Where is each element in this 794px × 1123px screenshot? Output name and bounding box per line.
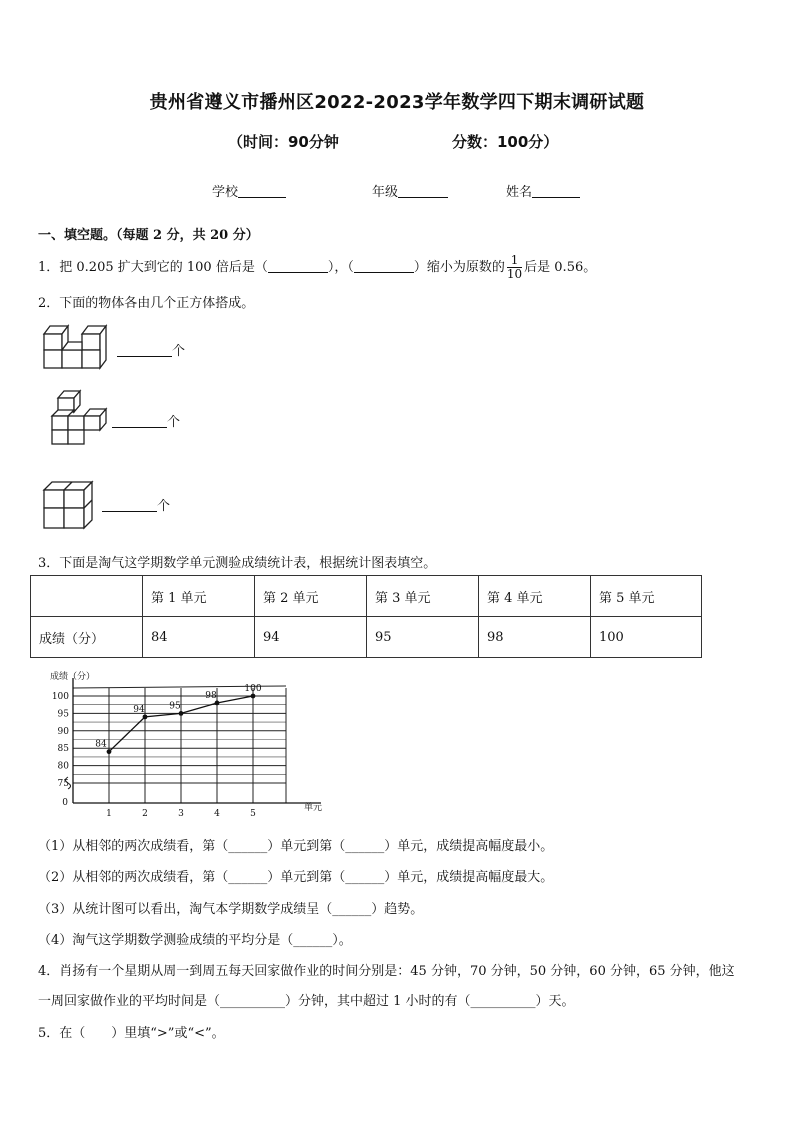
data-point <box>215 701 220 706</box>
school-field <box>212 181 286 200</box>
table-cell: 98 <box>479 617 591 658</box>
table-row <box>31 617 702 658</box>
question-4-line-1: 4．肖扬有一个星期从周一到周五每天回家做作业的时间分别是：45 分钟，70 分钟，50 分钟，60 分钟，65 分钟，他这 <box>38 964 735 979</box>
data-point <box>251 694 256 699</box>
q1-part4: 后是 0.56。 <box>524 260 597 275</box>
section-heading: 一、填空题。（每题 2 分，共 20 分） <box>38 228 259 243</box>
page-title: 贵州省遵义市播州区2022-2023学年数学四下期末调研试题 <box>149 92 645 113</box>
cube-blank-3[interactable] <box>102 499 157 512</box>
question-3-sub-1: （1）从相邻的两次成绩看，第（______）单元到第（______）单元，成绩提高幅度最小。 <box>38 839 554 854</box>
x-tick-label: 3 <box>178 809 184 819</box>
question-5: 5．在（ ）里填“>”或“<”。 <box>38 1026 225 1041</box>
q1-fraction <box>507 254 522 281</box>
grade-label: 年级 <box>372 185 399 200</box>
fraction-numerator: 1 <box>507 254 522 268</box>
name-blank[interactable] <box>532 185 580 198</box>
data-point <box>107 749 112 754</box>
score-table <box>30 575 702 658</box>
table-cell: 94 <box>255 617 367 658</box>
question-4-line-2: 一周回家做作业的平均时间是（__________）分钟，其中超过 1 小时的有（__________）天。 <box>38 994 575 1009</box>
cube-figure-3 <box>40 478 100 534</box>
question-3-sub-2: （2）从相邻的两次成绩看，第（______）单元到第（______）单元，成绩提高幅度最大。 <box>38 870 554 885</box>
y-tick-label: 85 <box>57 744 69 755</box>
y-axis-title: 成绩（分） <box>50 672 96 682</box>
cube-figure-2 <box>44 388 114 448</box>
table-cell: 95 <box>367 617 479 658</box>
x-tick-label: 2 <box>142 809 148 819</box>
data-label: 84 <box>95 739 107 750</box>
name-field <box>506 181 580 200</box>
q1-part2: ），（ <box>327 260 354 275</box>
x-tick-label: 1 <box>106 809 112 819</box>
cube-unit-3: 个 <box>157 499 171 514</box>
q1-part3: ）缩小为原数的 <box>413 260 505 275</box>
cube-figure-1 <box>40 320 120 372</box>
data-point <box>143 714 148 719</box>
table-header-cell <box>31 576 143 617</box>
data-label: 98 <box>205 690 217 701</box>
exam-score: 分数：100分） <box>452 133 559 151</box>
cube-answer-2 <box>112 411 180 430</box>
data-label: 95 <box>169 701 181 712</box>
cube-blank-1[interactable] <box>117 344 172 357</box>
y-tick-label: 90 <box>57 726 69 737</box>
question-1 <box>38 254 596 281</box>
cube-unit-1: 个 <box>172 344 186 359</box>
grade-field <box>372 181 448 200</box>
x-tick-label: 5 <box>250 809 256 819</box>
question-2: 2．下面的物体各由几个正方体搭成。 <box>38 296 255 311</box>
fraction-denominator: 10 <box>506 267 523 281</box>
question-3-sub-3: （3）从统计图可以看出，淘气本学期数学成绩呈（______）趋势。 <box>38 902 424 917</box>
data-point <box>179 711 184 716</box>
table-header-cell: 第 5 单元 <box>591 576 702 617</box>
y-tick-label: 80 <box>57 761 69 772</box>
y-tick-label: 95 <box>57 709 69 720</box>
table-row-label: 成绩（分） <box>31 617 143 658</box>
question-3: 3．下面是淘气这学期数学单元测验成绩统计表，根据统计图表填空。 <box>38 556 437 571</box>
data-label: 94 <box>133 704 145 715</box>
y-tick-label: 75 <box>57 779 69 789</box>
school-label: 学校 <box>212 185 239 200</box>
data-label: 100 <box>244 684 262 694</box>
y-origin-label: 0 <box>62 798 68 808</box>
cube-answer-1 <box>117 340 185 359</box>
table-cell: 100 <box>591 617 702 658</box>
q1-blank-2[interactable] <box>354 260 414 273</box>
cube-unit-2: 个 <box>167 415 181 430</box>
score-line-chart <box>30 666 330 820</box>
y-tick-label: 100 <box>51 692 69 702</box>
cube-blank-2[interactable] <box>112 415 167 428</box>
cube-answer-3 <box>102 495 170 514</box>
name-label: 姓名 <box>506 185 533 200</box>
table-header-cell: 第 3 单元 <box>367 576 479 617</box>
x-axis-title: 单元 <box>304 803 323 813</box>
question-3-sub-4: （4）淘气这学期数学测验成绩的平均分是（______）。 <box>38 933 352 948</box>
table-header-row <box>31 576 702 617</box>
table-header-cell: 第 1 单元 <box>143 576 255 617</box>
exam-time: （时间：90分钟 <box>228 133 339 151</box>
q1-part1: 1．把 0.205 扩大到它的 100 倍后是（ <box>38 260 268 275</box>
table-cell: 84 <box>143 617 255 658</box>
grade-blank[interactable] <box>398 185 448 198</box>
school-blank[interactable] <box>238 185 286 198</box>
table-header-cell: 第 4 单元 <box>479 576 591 617</box>
x-tick-label: 4 <box>214 809 220 819</box>
table-header-cell: 第 2 单元 <box>255 576 367 617</box>
q1-blank-1[interactable] <box>268 260 328 273</box>
